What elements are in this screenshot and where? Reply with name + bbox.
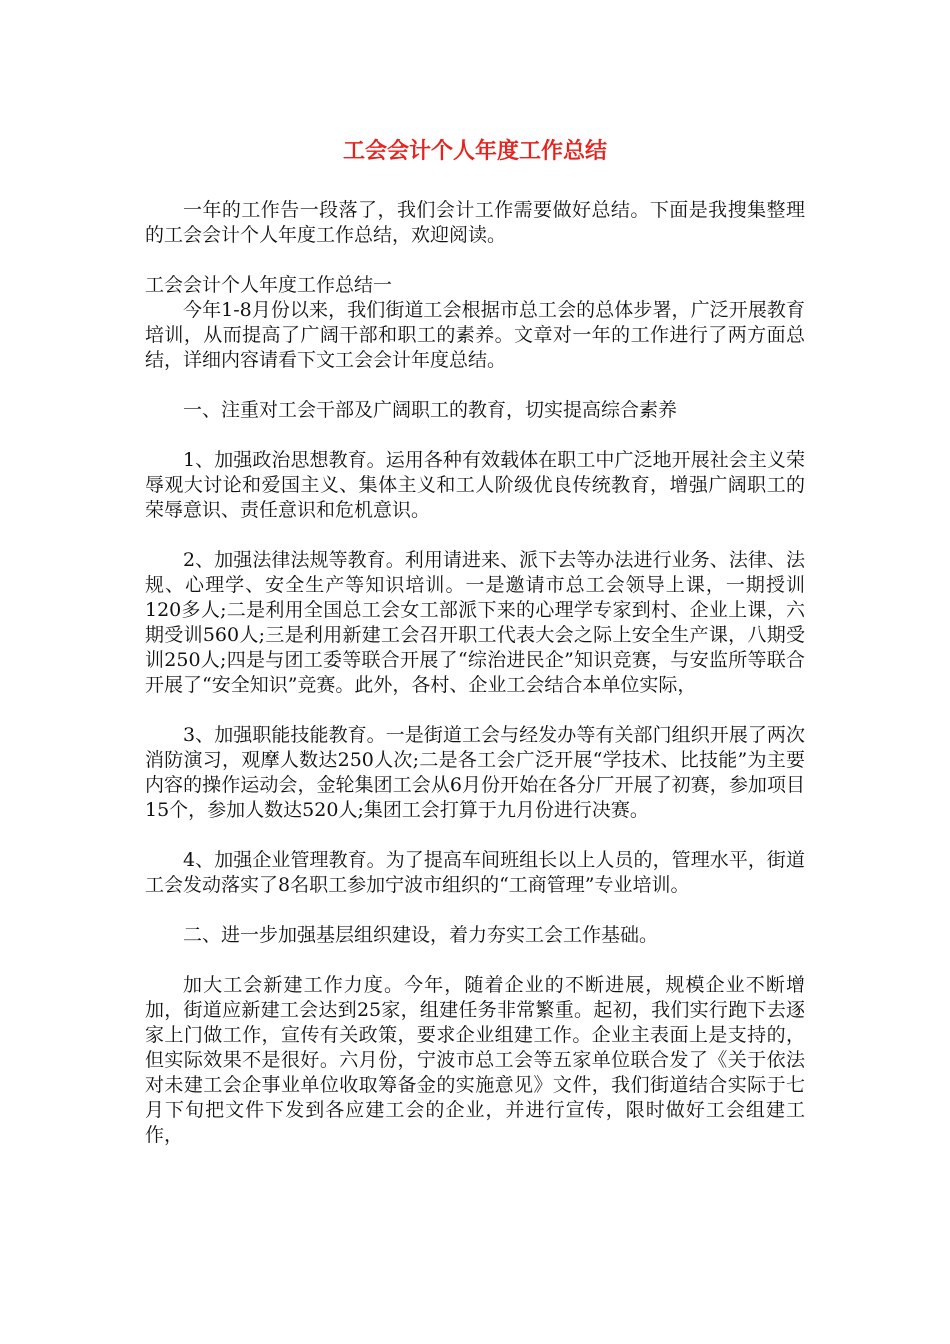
document-body [145, 198, 805, 1148]
item-three-paragraph: 3、加强职能技能教育。一是街道工会与经发办等有关部门组织开展了两次消防演习，观摩人数达250人次;二是各工会广泛开展“学技术、比技能”为主要内容的操作运动会，金轮集团工会从6月份开始在各分厂开展了初赛，参加项目15个，参加人数达520人;集团工会打算于九月份进行决赛。 [145, 724, 805, 821]
item-one-paragraph: 1、加强政治思想教育。运用各种有效载体在职工中广泛地开展社会主义荣辱观大讨论和爱国主义、集体主义和工人阶级优良传统教育，增强广阔职工的荣辱意识、责任意识和危机意识。 [145, 449, 805, 521]
intro-paragraph: 一年的工作告一段落了，我们会计工作需要做好总结。下面是我搜集整理的工会会计个人年度工作总结，欢迎阅读。 [145, 199, 805, 246]
heading-one: 一、注重对工会干部及广阔职工的教育，切实提高综合素养 [183, 399, 678, 421]
section-one-intro: 今年1-8月份以来，我们街道工会根据市总工会的总体步署，广泛开展教育培训，从而提高了广阔干部和职工的素养。文章对一年的工作进行了两方面总结，详细内容请看下文工会会计年度总结。 [145, 299, 805, 371]
spacer [145, 523, 805, 548]
spacer [145, 248, 805, 273]
item-two-paragraph: 2、加强法律法规等教育。利用请进来、派下去等办法进行业务、法律、法规、心理学、安全生产等知识培训。一是邀请市总工会领导上课，一期授训120多人;二是利用全国总工会女工部派下来的心理学专家到村、企业上课，六期受训560人;三是利用新建工会召开职工代表大会之际上安全生产课，八期受训250人;四是与团工委等联合开展了“综治进民企”知识竞赛，与安监所等联合开展了“安全知识”竞赛。此外，各村、企业工会结合本单位实际， [145, 549, 805, 696]
spacer [145, 698, 805, 723]
spacer [145, 823, 805, 848]
spacer [145, 898, 805, 923]
document-title: 工会会计个人年度工作总结 [342, 139, 607, 164]
section-one-title: 工会会计个人年度工作总结一 [145, 274, 393, 296]
item-four-paragraph: 4、加强企业管理教育。为了提高车间班组长以上人员的，管理水平，街道工会发动落实了8名职工参加宁波市组织的“工商管理”专业培训。 [145, 849, 805, 896]
heading-two: 二、进一步加强基层组织建设，着力夯实工会工作基础。 [183, 924, 659, 946]
spacer [145, 373, 805, 398]
spacer [145, 423, 805, 448]
spacer [145, 948, 805, 973]
last-paragraph: 加大工会新建工作力度。今年，随着企业的不断进展，规模企业不断增加，街道应新建工会达到25家，组建任务非常繁重。起初，我们实行跑下去逐家上门做工作，宣传有关政策，要求企业组建工作。企业主表面上是支持的，但实际效果不是很好。六月份，宁波市总工会等五家单位联合发了《关于依法对未建工会企事业单位收取筹备金的实施意见》文件，我们街道结合实际于七月下旬把文件下发到各应建工会的企业，并进行宣传，限时做好工会组建工作， [145, 974, 805, 1146]
